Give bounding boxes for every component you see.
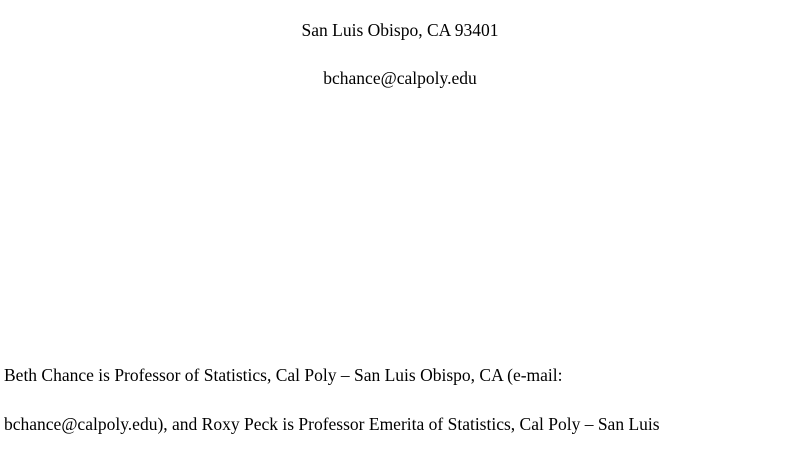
author-email-line: bchance@calpoly.edu [323, 67, 477, 88]
footnote-line-1: Beth Chance is Professor of Statistics, Cal Poly – San Luis Obispo, CA (e-mail: [4, 365, 563, 385]
footnote-line-2: bchance@calpoly.edu), and Roxy Peck is Professor Emerita of Statistics, Cal Poly – San Luis [4, 413, 660, 434]
author-contact-block [0, 22, 800, 87]
document-page [0, 22, 800, 472]
author-footnote-block [4, 367, 796, 433]
author-address-line: San Luis Obispo, CA 93401 [301, 20, 499, 40]
